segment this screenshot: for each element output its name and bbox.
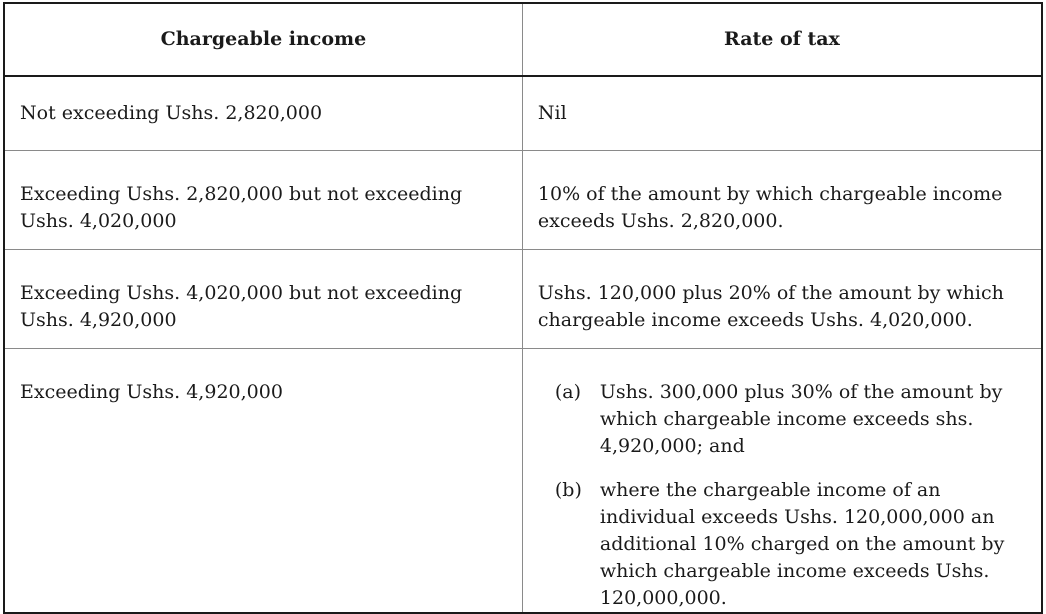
rate-cell: Nil (522, 76, 1042, 151)
rate-clause (555, 379, 1026, 460)
table-row (4, 349, 1042, 614)
rate-cell (522, 349, 1042, 614)
table-header-row (4, 3, 1042, 76)
table-row (4, 76, 1042, 151)
header-chargeable-income: Chargeable income (4, 3, 522, 76)
clause-marker: (a) (554, 381, 582, 403)
tax-rate-table (3, 2, 1043, 614)
income-cell: Exceeding Ushs. 4,020,000 but not exceeding Ushs. 4,920,000 (4, 250, 522, 349)
clause-marker: (b) (554, 479, 582, 501)
income-cell: Exceeding Ushs. 2,820,000 but not exceeding Ushs. 4,020,000 (4, 151, 522, 250)
income-cell: Not exceeding Ushs. 2,820,000 (4, 76, 522, 151)
rate-cell: 10% of the amount by which chargeable income exceeds Ushs. 2,820,000. (522, 151, 1042, 250)
header-rate-of-tax: Rate of tax (522, 3, 1042, 76)
rate-cell: Ushs. 120,000 plus 20% of the amount by which chargeable income exceeds Ushs. 4,020,000. (522, 250, 1042, 349)
rate-clause (555, 477, 1026, 612)
clause-text: Ushs. 300,000 plus 30% of the amount by which chargeable income exceeds shs. 4,920,000; and (599, 381, 1003, 457)
income-cell: Exceeding Ushs. 4,920,000 (4, 349, 522, 614)
table-row (4, 151, 1042, 250)
clause-text: where the chargeable income of an individual exceeds Ushs. 120,000,000 an additional 10% charged on the amount by which chargeable income exceeds Ushs. 120,000,000. (599, 479, 1005, 609)
table-row (4, 250, 1042, 349)
